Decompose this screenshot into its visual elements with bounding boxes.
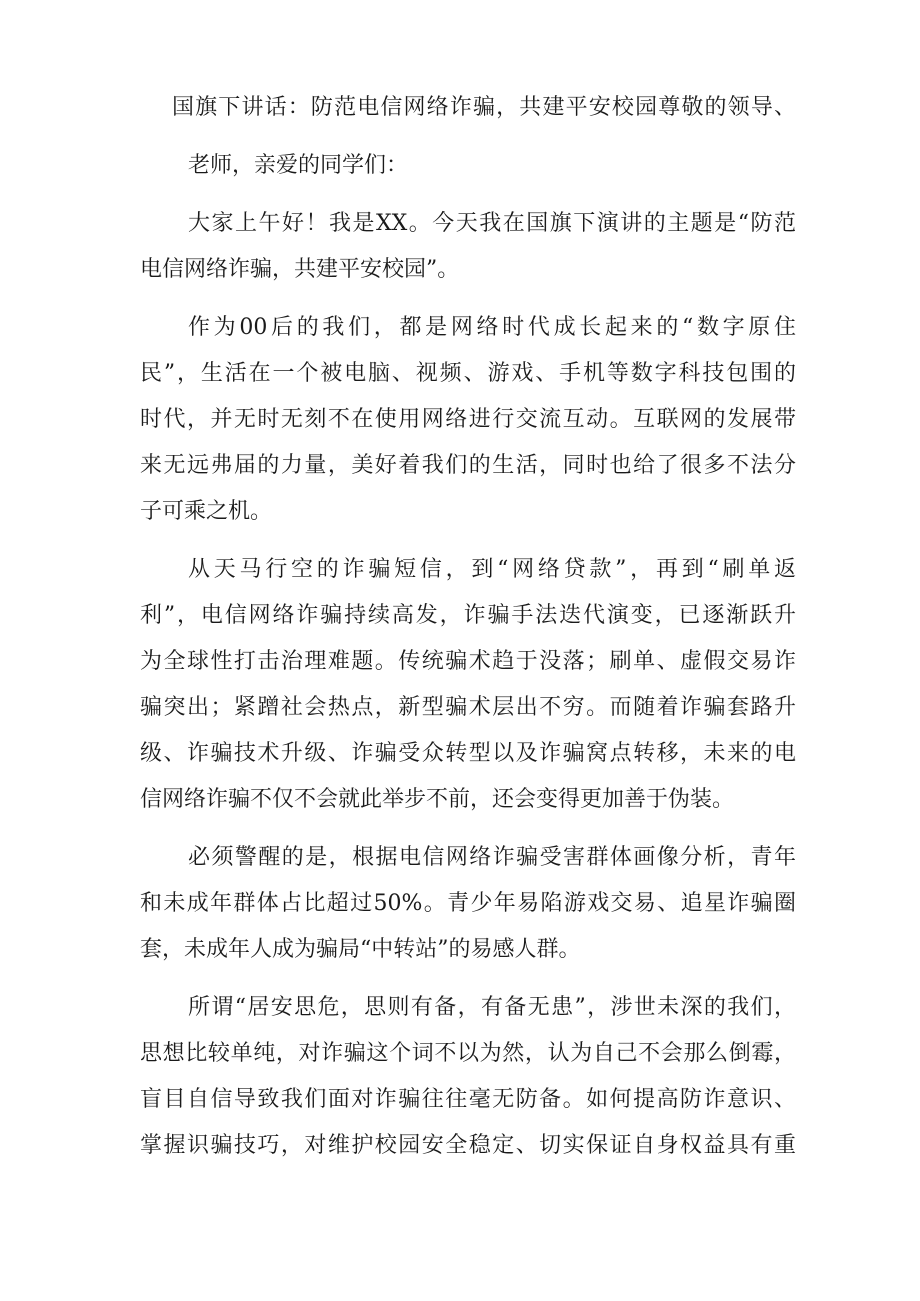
paragraph: [140, 835, 796, 973]
paragraph: [140, 143, 796, 189]
text-line: 来无远弗届的力量，美好着我们的生活，同时也给了很多不法分: [140, 453, 796, 478]
text-line: 电信网络诈骗，共建平安校园”。: [140, 257, 460, 282]
text-line: 国旗下讲话：防范电信网络诈骗，共建平安校园尊敬的领导、: [172, 95, 796, 120]
text-line: 级、诈骗技术升级、诈骗受众转型以及诈骗窝点转移，未来的电: [140, 741, 796, 766]
text-line: 所谓“居安思危，思则有备，有备无患”，涉世未深的我们，: [188, 995, 796, 1020]
text-line: 时代，并无时无刻不在使用网络进行交流互动。互联网的发展带: [140, 407, 796, 432]
text-line: 从天马行空的诈骗短信，到“网络贷款”，再到“刷单返: [188, 557, 796, 582]
text-line: 思想比较单纯，对诈骗这个词不以为然，认为自己不会那么倒霉，: [140, 1041, 796, 1066]
paragraph: [140, 985, 796, 1169]
text-line: 掌握识骗技巧，对维护校园安全稳定、切实保证自身权益具有重: [140, 1133, 796, 1158]
text-line: 盲目自信导致我们面对诈骗往往毫无防备。如何提高防诈意识、: [140, 1087, 796, 1112]
text-line: 必须警醒的是，根据电信网络诈骗受害群体画像分析，青年: [188, 845, 796, 870]
text-line: 民”，生活在一个被电脑、视频、游戏、手机等数字科技包围的: [140, 361, 796, 386]
text-line: 大家上午好！我是XX。今天我在国旗下演讲的主题是“防范: [188, 211, 796, 236]
paragraph: [140, 305, 796, 535]
text-line: 为全球性打击治理难题。传统骗术趋于没落；刷单、虚假交易诈: [140, 649, 796, 674]
text-line: 信网络诈骗不仅不会就此举步不前，还会变得更加善于伪装。: [140, 787, 735, 812]
text-line: 子可乘之机。: [140, 499, 273, 524]
text-line: 套，未成年人成为骗局“中转站”的易感人群。: [140, 937, 581, 962]
document-body: [140, 85, 796, 1181]
paragraph: [140, 201, 796, 293]
text-line: 和未成年群体占比超过50%。青少年易陷游戏交易、追星诈骗圈: [140, 891, 796, 916]
paragraph: [140, 547, 796, 823]
text-line: 老师，亲爱的同学们：: [188, 153, 409, 178]
text-line: 利”，电信网络诈骗持续高发，诈骗手法迭代演变，已逐渐跃升: [140, 603, 796, 628]
title-paragraph: [140, 85, 796, 131]
text-line: 作为00后的我们，都是网络时代成长起来的“数字原住: [188, 315, 796, 340]
text-line: 骗突出；紧蹭社会热点，新型骗术层出不穷。而随着诈骗套路升: [140, 695, 796, 720]
